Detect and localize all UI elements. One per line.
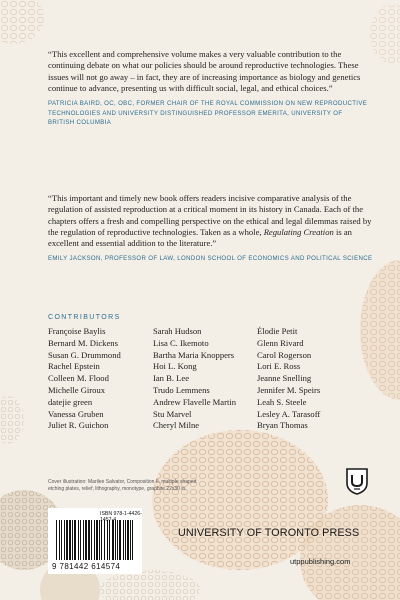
barcode-bar [132,520,134,560]
contributor-name: Colleen M. Flood [48,373,109,384]
publisher-name: UNIVERSITY OF TORONTO PRESS [178,527,360,539]
contributor-name: Françoise Baylis [48,326,106,336]
barcode-bar [64,520,65,560]
quote-2-text-part-1: “This important and timely new book offers readers incisive comparative analysis of the regulation of assisted reproduction at a critical moment in its history in Canada. Each of the chapters offers a fresh and compelling perspective on the ethical and legal dilemmas raised by the regulation of reproductive technologies. Taken as a whole, [48,193,372,237]
contributor-name: Juliet R. Guichon [48,420,109,431]
contributor-name: Michelle Giroux [48,384,106,395]
barcode-bar [91,520,92,560]
barcode-bar [80,520,81,560]
contributor-name: Bartha Maria Knoppers [153,349,235,360]
contributor-name: Susan G. Drummond [48,349,121,360]
barcode-bar [115,520,116,560]
barcode-bar [69,520,71,560]
barcode-icon [48,508,142,574]
barcode-bar [88,520,90,560]
isbn-label: ISBN 978-1-4426- 45 [100,511,142,523]
barcode-bar [127,520,129,560]
barcode-bar [96,520,98,560]
endorsement-quote-2 [48,193,376,264]
barcode-digits: 9 781442 614574 [52,562,121,571]
contributors-heading: CONTRIBUTORS [48,314,121,321]
barcode-bar [109,520,111,560]
barcode-bar [104,520,105,560]
contributor-name: Carol Rogerson [257,349,312,360]
barcode-bar [85,520,87,560]
barcode-bar [74,520,76,560]
barcode-bar [59,520,60,560]
quote-2-book-title: Regulating Creation [263,226,334,237]
contributor-name: Lori E. Ross [257,361,301,372]
contributor-name: Jennifer M. Speirs [257,384,321,395]
barcode-bar [101,520,102,560]
contributor-name: Rachel Epstein [48,361,100,372]
barcode-bar [61,520,62,560]
quote-1-attribution: PATRICIA BAIRD, OC, OBC, FORMER CHAIR OF THE ROYAL COMMISSION ON NEW REPRODUCTIVE TECHNOLOGIES AND UNIVERSITY DISTINGUISHED PROFESSOR EMERITA, UNIVERSITY OF BRITISH COLUMBIA [48,100,368,127]
barcode-bar [107,520,108,560]
barcode-bar [99,520,101,560]
quote-1-text: “This excellent and comprehensive volume makes a very valuable contribution to the continuing debate on what our policies should be around reproductive technologies. These issues will not go away – in fact, they are of increasing importance as biology and genetics continue to advance, presenting us with difficult social, legal, and ethical choices.” [48,49,361,93]
barcode-bar [112,520,114,560]
cover-illustration-credit: Cover illustration: Marilee Salvator, Composition II, multiple shaped etching plates, relief, lithography, monotype, graphite 22x30 in. [48,479,197,492]
quote-2-attribution: EMILY JACKSON, PROFESSOR OF LAW, LONDON SCHOOL OF ECONOMICS AND POLITICAL SCIENCE [48,255,373,263]
contributor-name: Lesley A. Tarasoff [257,408,321,419]
barcode-bar [123,520,124,560]
quote-2-text [48,193,376,249]
contributor-name: Lisa C. Ikemoto [153,337,209,348]
barcode-bar [72,520,73,560]
contributor-name: Jeanne Snelling [257,373,312,384]
contributor-name: Stu Marvel [153,408,192,419]
contributor-name: Leah S. Steele [257,396,307,407]
contributor-name: Cheryl Milne [153,420,200,431]
barcode-bar [94,520,95,560]
contributor-name: Bryan Thomas [257,420,308,431]
contributor-name: Ian B. Lee [153,373,190,384]
contributor-name: Sarah Hudson [153,326,202,336]
contributor-name: Glenn Rivard [257,337,304,348]
barcode-bar [83,520,85,560]
endorsement-quote-1 [48,49,368,128]
contributor-name: Bernard M. Dickens [48,337,118,348]
contributor-name: Hoi L. Kong [153,361,197,372]
barcode-bar [117,520,118,560]
contributors-column-3 [257,326,320,432]
contributor-name: Andrew Flavelle Martin [153,396,237,407]
utp-shield-logo-icon [345,467,369,495]
barcode-bar [130,520,131,560]
barcode-bar [66,520,68,560]
contributor-name: Élodie Petit [257,326,298,336]
publisher-website: utppublishing.com [290,557,351,566]
quote-2-text-part-2: is an excellent and essential addition to the literature.” [48,226,352,249]
contributor-name: datejie green [48,396,93,407]
contributor-name: Trudo Lemmens [153,384,210,395]
contributors-column-2 [153,326,236,432]
barcode-bar [119,520,121,560]
barcode-bar [56,520,57,560]
barcode-bar [78,520,79,560]
contributor-name: Vanessa Gruben [48,408,104,419]
contributors-column-1 [48,326,121,432]
barcode-bar [125,520,126,560]
